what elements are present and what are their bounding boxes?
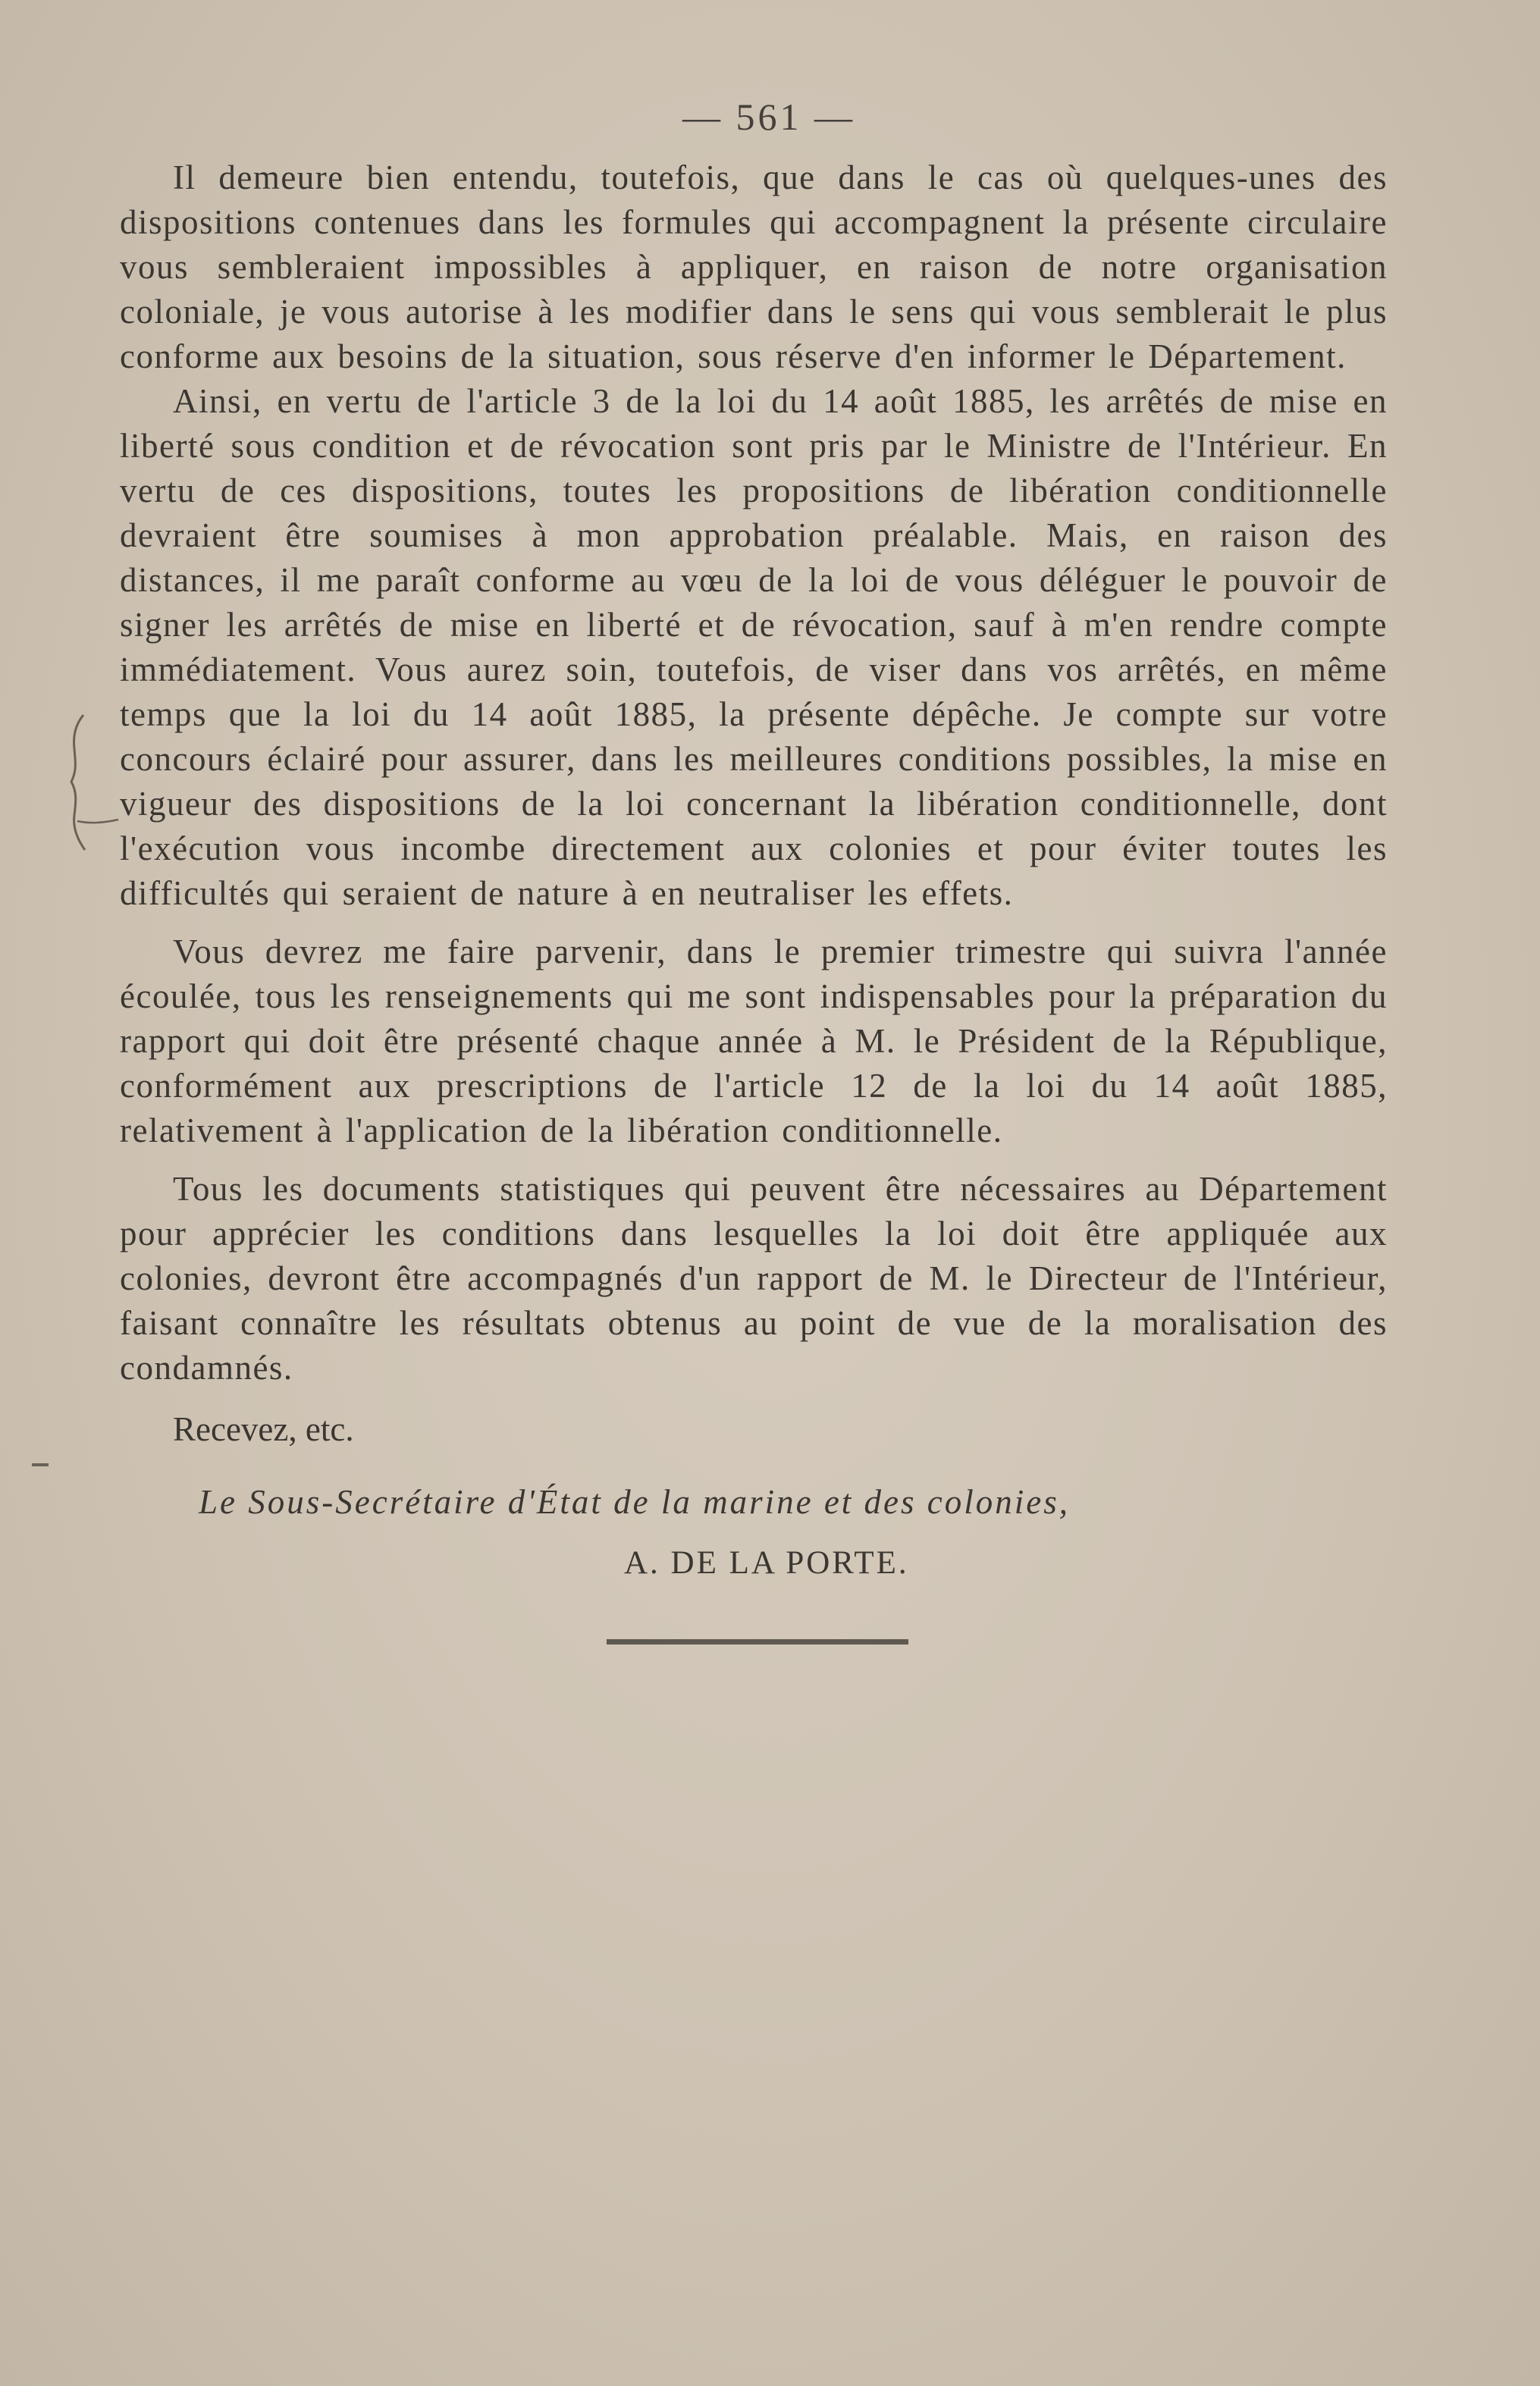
signature-name: A. DE LA PORTE. <box>624 1545 909 1581</box>
signature-title: Le Sous-Secrétaire d'État de la marine et des colonies, <box>199 1483 1071 1521</box>
closing-rule <box>607 1639 908 1644</box>
closing-formula: Recevez, etc. <box>173 1410 354 1448</box>
paragraph-4: Tous les documents statistiques qui peuvent être nécessaires au Département pour apprécier les conditions dans lesquelles la loi doit être appliquée aux colonies, devront être accompagnés d'un rapport de M. le Directeur de l'Intérieur, faisant connaître les résultats obtenus au point de vue de la moralisation des condamnés. <box>120 1170 1388 1387</box>
document-page <box>120 95 1388 1644</box>
paragraph-1: Il demeure bien entendu, toutefois, que dans le cas où quelques-unes des dispositions contenues dans les formules qui accompagnent la présente circulaire vous sembleraient impossibles à appliquer, en raison de notre organisation coloniale, je vous autorise à les modifier dans le sens qui vous semblerait le plus conforme aux besoins de la situation, sous réserve d'en informer le Département. <box>120 158 1388 375</box>
margin-dash-mark <box>32 1463 49 1466</box>
handwritten-bracket-mark <box>55 709 123 861</box>
paragraph-2: Ainsi, en vertu de l'article 3 de la loi du 14 août 1885, les arrêtés de mise en liberté sous condition et de révocation sont pris par le Ministre de l'Intérieur. En vertu de ces dispositions, toutes les propositions de libération conditionnelle devraient être soumises à mon approbation préalable. Mais, en raison des distances, il me paraît conforme au vœu de la loi de vous déléguer le pouvoir de signer les arrêtés de mise en liberté et de révocation, sauf à m'en rendre compte immédiatement. Vous aurez soin, toutefois, de viser dans vos arrêtés, en même temps que la loi du 14 août 1885, la présente dépêche. Je compte sur votre concours éclairé pour assurer, dans les meilleures conditions possibles, la mise en vigueur des dispositions de la loi concernant la libération conditionnelle, dont l'exécution vous incombe directement aux colonies et pour éviter toutes les difficultés qui seraient de nature à en neutraliser les effets. <box>120 382 1388 912</box>
page-number: — 561 — <box>682 96 855 138</box>
paragraph-3: Vous devrez me faire parvenir, dans le premier trimestre qui suivra l'année écoulée, tous les renseignements qui me sont indispensables pour la préparation du rapport qui doit être présenté chaque année à M. le Président de la République, conformément aux prescriptions de l'article 12 de la loi du 14 août 1885, relativement à l'application de la libération conditionnelle. <box>120 933 1388 1149</box>
